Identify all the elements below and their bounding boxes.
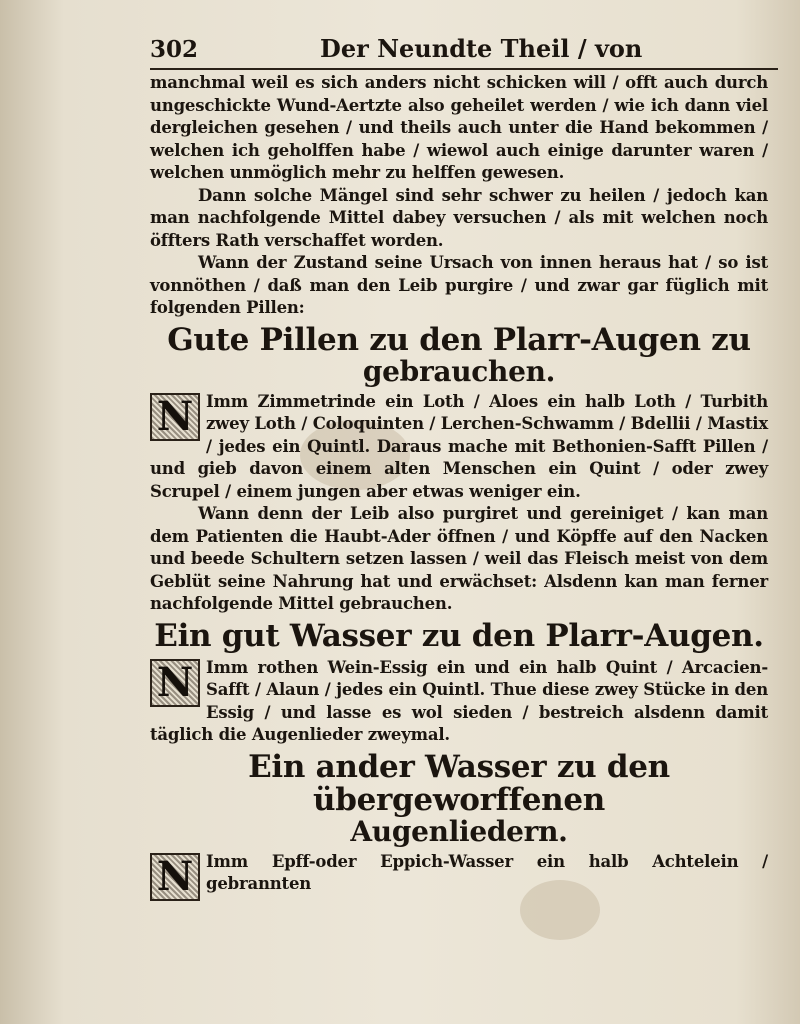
page-content xyxy=(150,34,768,901)
recipe-text: Imm Zimmetrinde ein Loth / Aloes ein halb Loth / Turbith zwey Loth / Coloquinten / Lerchen-Schwamm / Bdellii / Mastix / jedes ein Quintl. Daraus mache mit Bethonien-Safft Pillen / und gieb davon einem alten Menschen ein Quint / oder zwey Scrupel / einem jungen aber etwas weniger ein. xyxy=(150,391,768,501)
recipe-block xyxy=(150,851,768,900)
section-heading-continuation: Augenliedern. xyxy=(350,814,568,848)
running-head xyxy=(150,34,768,68)
paragraph: manchmal weil es sich anders nicht schicken will / offt auch durch ungeschickte Wund-Aertzte also geheilet werden / wie ich dann viel dergleichen gesehen / und theils auch unter die Hand bekommen / welchen ich geholffen habe / wiewol auch einige darunter waren / welchen unmöglich mehr zu helffen gewesen. xyxy=(150,73,768,182)
section-heading: Ein gut Wasser zu den Plarr-Augen. xyxy=(154,617,764,654)
section-heading: Ein ander Wasser zu den übergeworffenen xyxy=(248,748,670,818)
recipe-text: Imm Epff-oder Eppich-Wasser ein halb Achtelein / gebrannten xyxy=(206,851,768,893)
running-title: Der Neundte Theil / von xyxy=(320,34,643,63)
decorated-initial: N xyxy=(150,853,200,901)
decorated-initial: N xyxy=(150,659,200,707)
recipe-block xyxy=(150,657,768,747)
paragraph: Wann der Zustand seine Ursach von innen heraus hat / so ist vonnöthen / daß man den Leib purgire / und zwar gar füglich mit folgenden Pillen: xyxy=(150,253,768,317)
section-heading: Gute Pillen zu den Plarr-Augen zu xyxy=(167,321,751,358)
header-rule xyxy=(150,68,778,70)
decorated-initial: N xyxy=(150,393,200,441)
paragraph: Dann solche Mängel sind sehr schwer zu heilen / jedoch kan man nachfolgende Mittel dabey versuchen / als mit welchen noch öffters Rath verschaffet worden. xyxy=(150,185,768,250)
section-heading-continuation: gebrauchen. xyxy=(362,354,556,388)
page-number: 302 xyxy=(150,36,199,63)
paragraph: Wann denn der Leib also purgiret und gereiniget / kan man dem Patienten die Haubt-Ader öffnen / und Köpffe auf den Nacken und beede Schultern setzen lassen / weil das Fleisch meist von dem Geblüt seine Nahrung hat und erwächset: Alsdenn kan man ferner nachfolgende Mittel gebrauchen. xyxy=(150,504,768,613)
recipe-text: Imm rothen Wein-Essig ein und ein halb Quint / Arcacien-Safft / Alaun / jedes ein Quintl. Thue diese zwey Stücke in den Essig / und lasse es wol sieden / bestreich alsdenn damit täglich die Augenlieder zweymal. xyxy=(150,657,768,744)
recipe-block xyxy=(150,391,768,504)
